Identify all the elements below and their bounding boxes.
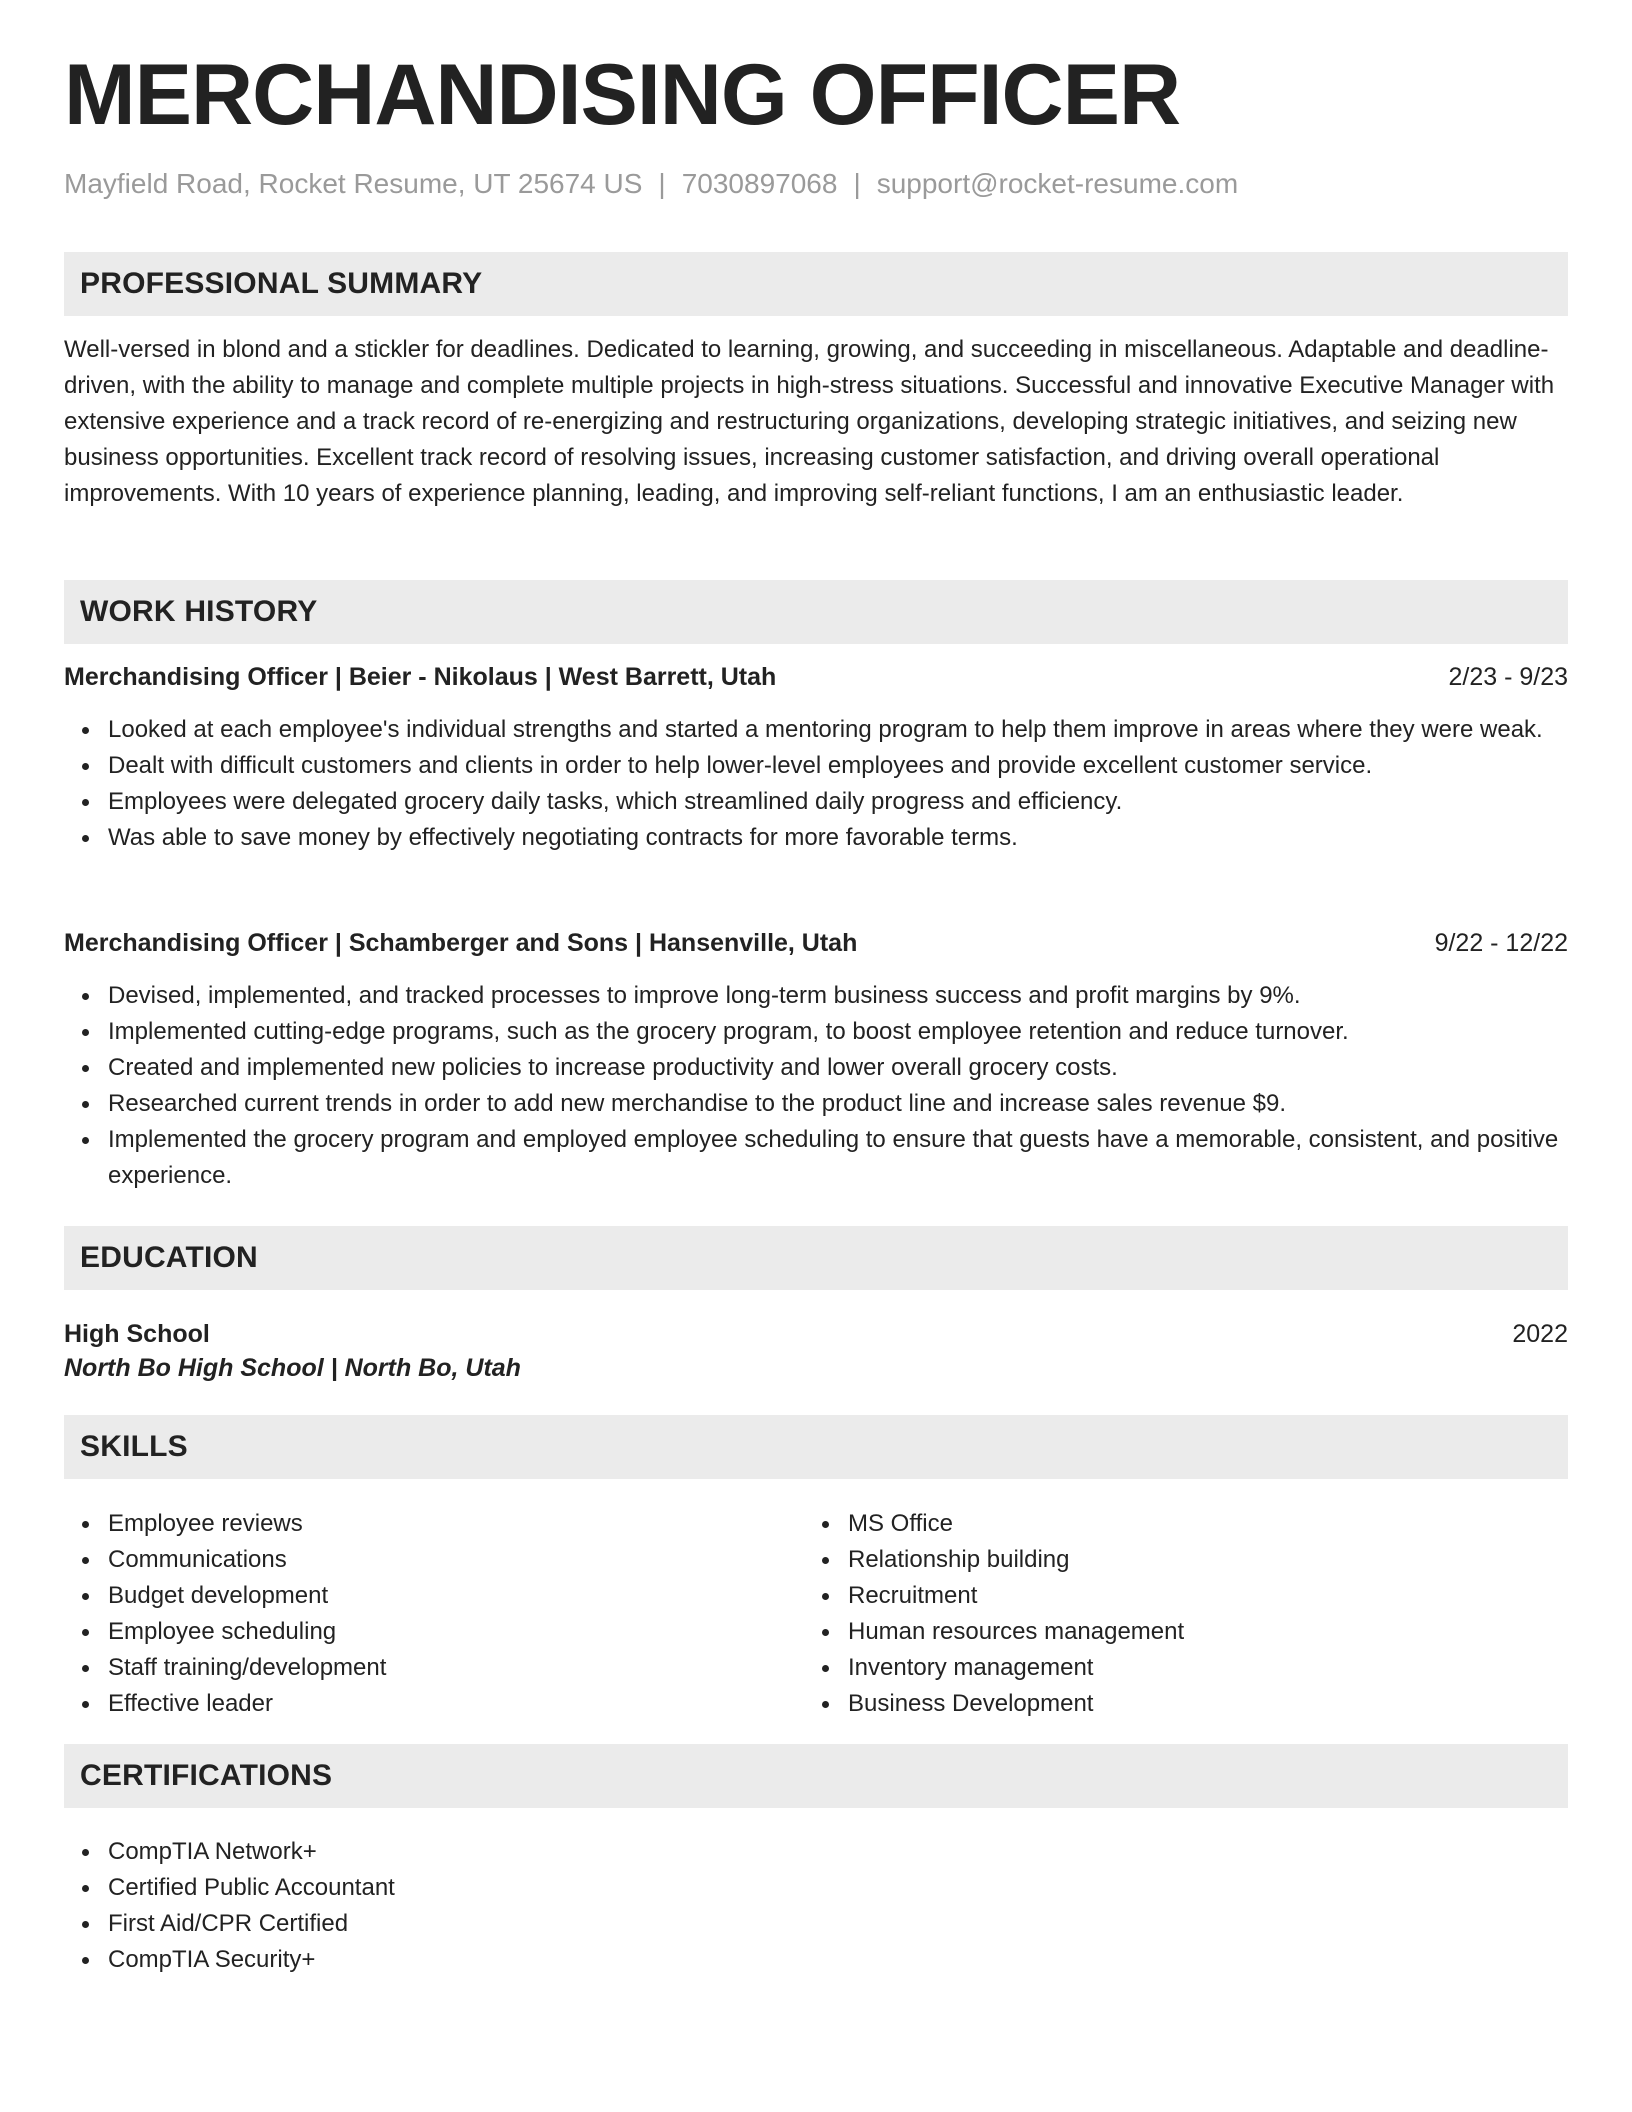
job-dates: 9/22 - 12/22 — [1434, 928, 1568, 957]
skill-item: Relationship building — [804, 1542, 1544, 1578]
education-year: 2022 — [1512, 1319, 1568, 1348]
job-header — [64, 659, 1568, 695]
contact-email: support@rocket-resume.com — [876, 168, 1239, 199]
section-header-summary — [64, 252, 1568, 316]
summary-text: Well-versed in blond and a stickler for deadlines. Dedicated to learning, growing, and succeeding in miscellaneous. Adaptable and deadline-driven, with the ability to manage and complete multiple projects in high-stress situations. Successful and innovative Executive Manager with extensive experience and a track record of re-energizing and restructuring organizations, developing strategic initiatives, and seizing new business opportunities. Excellent track record of resolving issues, increasing customer satisfaction, and driving overall operational improvements. With 10 years of experience planning, leading, and improving self-reliant functions, I am an enthusiastic leader. — [64, 336, 1555, 507]
skill-item: Business Development — [804, 1686, 1544, 1722]
job-bullet: Was able to save money by effectively negotiating contracts for more favorable terms. — [64, 820, 1568, 856]
skills-list — [804, 1506, 1544, 1722]
job-bullet: Implemented the grocery program and employed employee scheduling to ensure that guests have a memorable, consistent, and positive experience. — [64, 1122, 1568, 1194]
contact-phone: 7030897068 — [681, 168, 838, 199]
section-header-skills — [64, 1415, 1568, 1479]
job-header — [64, 925, 1568, 961]
section-title: EDUCATION — [80, 1241, 258, 1274]
certification-item: CompTIA Security+ — [64, 1942, 1568, 1978]
certification-item: Certified Public Accountant — [64, 1870, 1568, 1906]
skill-item: Effective leader — [64, 1686, 804, 1722]
job-bullet: Implemented cutting-edge programs, such as the grocery program, to boost employee retention and reduce turnover. — [64, 1014, 1568, 1050]
section-title: CERTIFICATIONS — [80, 1759, 333, 1792]
skill-item: MS Office — [804, 1506, 1544, 1542]
job-dates: 2/23 - 9/23 — [1448, 662, 1568, 691]
section-header-education — [64, 1226, 1568, 1290]
skill-item: Recruitment — [804, 1578, 1544, 1614]
skills-list — [64, 1506, 804, 1722]
skill-item: Inventory management — [804, 1650, 1544, 1686]
skill-item: Staff training/development — [64, 1650, 804, 1686]
skill-item: Budget development — [64, 1578, 804, 1614]
certification-item: First Aid/CPR Certified — [64, 1906, 1568, 1942]
section-title: SKILLS — [80, 1430, 188, 1463]
skill-item: Human resources management — [804, 1614, 1544, 1650]
skills-column-left — [64, 1506, 804, 1722]
job-bullet: Devised, implemented, and tracked processes to improve long-term business success and profit margins by 9%. — [64, 978, 1568, 1014]
education-header — [64, 1316, 1568, 1352]
skill-item: Communications — [64, 1542, 804, 1578]
skills-column-right — [804, 1506, 1544, 1722]
education-degree: High School — [64, 1319, 210, 1348]
education-school: North Bo High School | North Bo, Utah — [64, 1354, 521, 1382]
skill-item: Employee scheduling — [64, 1614, 804, 1650]
contact-address: Mayfield Road, Rocket Resume, UT 25674 US — [64, 168, 643, 199]
certification-item: CompTIA Network+ — [64, 1834, 1568, 1870]
job-bullet: Created and implemented new policies to increase productivity and lower overall grocery costs. — [64, 1050, 1568, 1086]
skill-item: Employee reviews — [64, 1506, 804, 1542]
section-header-certifications — [64, 1744, 1568, 1808]
job-bullet: Employees were delegated grocery daily tasks, which streamlined daily progress and efficiency. — [64, 784, 1568, 820]
section-header-work-history — [64, 580, 1568, 644]
contact-separator: | — [658, 168, 666, 199]
candidate-name: MERCHANDISING OFFICER — [64, 47, 1181, 143]
job-bullet: Researched current trends in order to add new merchandise to the product line and increase sales revenue $9. — [64, 1086, 1568, 1122]
job-bullets — [64, 978, 1568, 1194]
contact-line — [64, 166, 1238, 202]
certifications-list — [64, 1834, 1568, 1978]
job-bullet: Looked at each employee's individual strengths and started a mentoring program to help them improve in areas where they were weak. — [64, 712, 1568, 748]
contact-separator: | — [853, 168, 861, 199]
section-title: WORK HISTORY — [80, 595, 318, 628]
job-bullets — [64, 712, 1568, 856]
job-title: Merchandising Officer | Beier - Nikolaus | West Barrett, Utah — [64, 662, 777, 691]
job-bullet: Dealt with difficult customers and clients in order to help lower-level employees and provide excellent customer service. — [64, 748, 1568, 784]
job-title: Merchandising Officer | Schamberger and Sons | Hansenville, Utah — [64, 928, 858, 957]
section-title: PROFESSIONAL SUMMARY — [80, 267, 483, 300]
